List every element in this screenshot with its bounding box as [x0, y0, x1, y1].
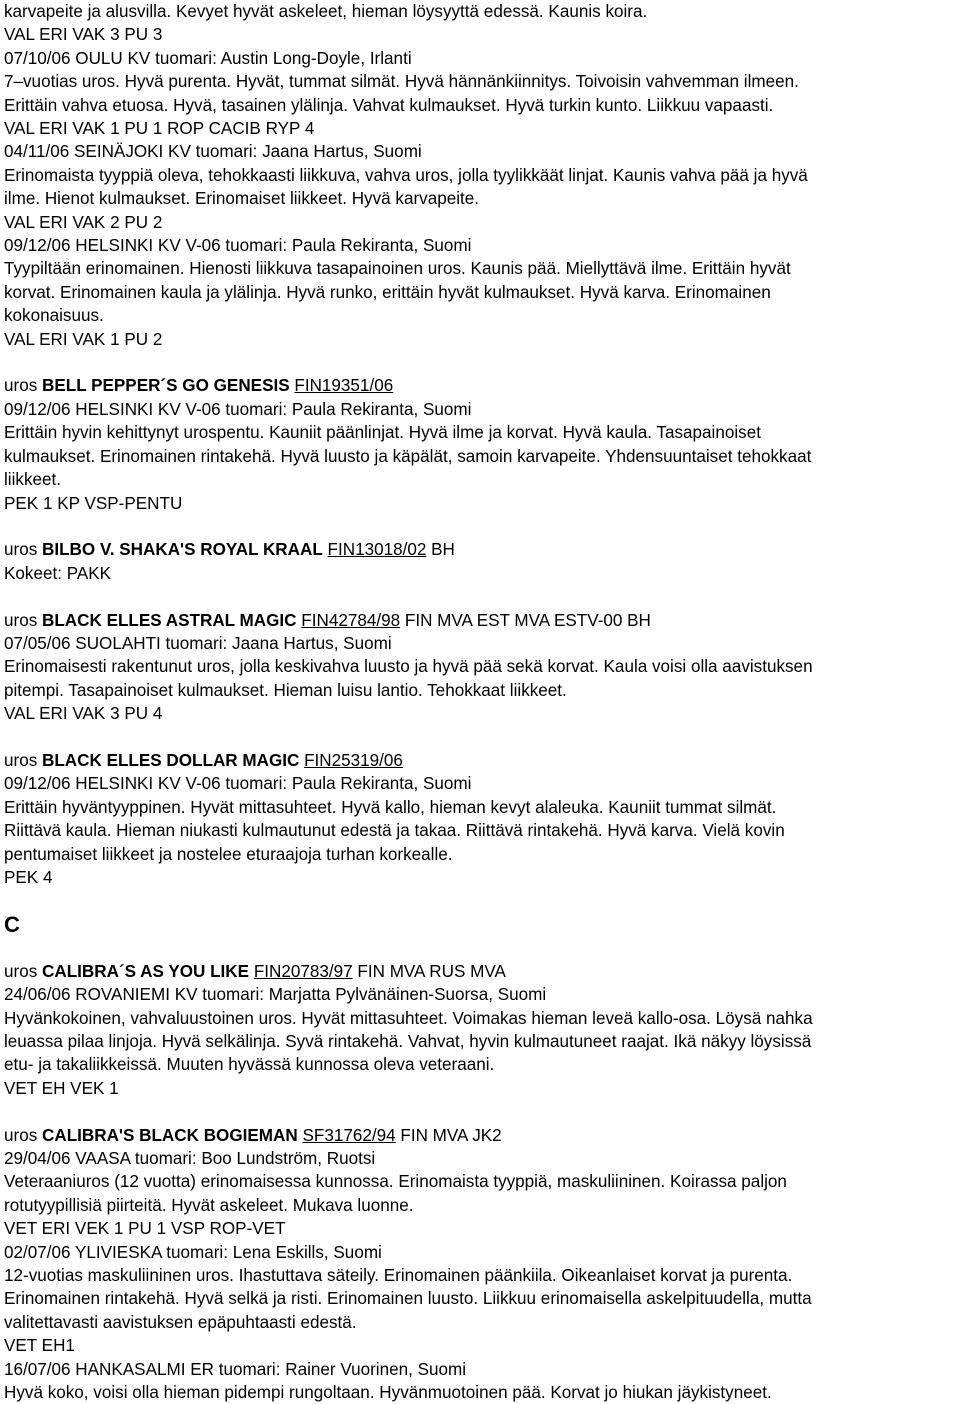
text-line: Tyypiltään erinomainen. Hienosti liikkuva tasapainoinen uros. Kaunis pää. Miellyttävä ilme. Erittäin hyvät: [4, 259, 791, 279]
text-line: ilme. Hienot kulmaukset. Erinomaiset liikkeet. Hyvä karvapeite.: [4, 189, 480, 209]
text-line: 12-vuotias maskuliininen uros. Ihastuttava säteily. Erinomainen päänkiila. Oikeanlaiset korvat ja purenta.: [4, 1266, 793, 1286]
text-line: 09/12/06 HELSINKI KV V-06 tuomari: Paula Rekiranta, Suomi: [4, 774, 472, 794]
spacer: [4, 936, 960, 959]
text-line: pitempi. Tasapainoiset kulmaukset. Hieman luisu lantio. Tehokkaat liikkeet.: [4, 680, 567, 700]
text-line: Hyvänkokoinen, vahvaluustoinen uros. Hyvät mittasuhteet. Voimakas hieman leveä kallo-osa. Löysä nahka: [4, 1008, 813, 1028]
text-line: etu- ja takaliikkeissä. Muuten hyvässä kunnossa oleva veteraani.: [4, 1055, 495, 1075]
text-line: 24/06/06 ROVANIEMI KV tuomari: Marjatta Pylvänäinen-Suorsa, Suomi: [4, 985, 547, 1005]
text-line: Hyvä koko, voisi olla hieman pidempi rungoltaan. Hyvänmuotoinen pää. Korvat jo hiukan jäykistyneet.: [4, 1383, 772, 1403]
text-line: 16/07/06 HANKASALMI ER tuomari: Rainer Vuorinen, Suomi: [4, 1359, 467, 1379]
dog-titles: BH: [426, 540, 455, 560]
text-line: Erinomaista tyyppiä oleva, tehokkaasti liikkuva, vahva uros, jolla tyylikkäät linjat. Kaunis vahva pää ja hyvä: [4, 165, 808, 185]
text-line: VAL ERI VAK 2 PU 2: [4, 212, 163, 232]
dog-heading: [4, 609, 960, 632]
dog-heading: [4, 538, 960, 561]
dog-heading: [4, 749, 960, 772]
text-line: valitettavasti aavistuksen epäpuhtaasti edestä.: [4, 1312, 357, 1332]
text-line: leuassa pilaa linjoja. Hyvä selkälinja. Syvä rintakehä. Vahvat, hyvin kulmautuneet raajat. Ikä näkyy löysissä: [4, 1031, 812, 1051]
text-line: kokonaisuus.: [4, 306, 104, 326]
text-line: Veteraaniuros (12 vuotta) erinomaisessa kunnossa. Erinomaista tyyppiä, maskuliininen. Koirassa paljon: [4, 1172, 787, 1192]
dog-sex: uros: [4, 540, 43, 560]
dog-name: BLACK ELLES DOLLAR MAGIC: [42, 750, 300, 770]
text-line: pentumaiset liikkeet ja nostelee eturaajoja turhan korkealle.: [4, 844, 453, 864]
section-letter: C: [4, 911, 20, 937]
registration-link[interactable]: FIN13018/02: [327, 540, 427, 560]
dog-titles: FIN MVA RUS MVA: [352, 961, 506, 981]
registration-link[interactable]: FIN42784/98: [301, 610, 401, 630]
text-line: Kokeet: PAKK: [4, 563, 112, 583]
spacer: [4, 515, 960, 538]
registration-link[interactable]: FIN19351/06: [294, 376, 394, 396]
dog-sex: uros: [4, 750, 43, 770]
entry-block-intro: [4, 0, 960, 351]
dog-name: CALIBRA'S BLACK BOGIEMAN: [42, 1125, 298, 1145]
text-line: VAL ERI VAK 1 PU 1 ROP CACIB RYP 4: [4, 119, 315, 139]
text-line: kulmaukset. Erinomainen rintakehä. Hyvä luusto ja käpälät, samoin karvapeite. Yhdensuuntaiset tehokkaat: [4, 446, 812, 466]
text-line: VAL ERI VAK 1 PU 2: [4, 329, 163, 349]
text-line: karvapeite ja alusvilla. Kevyet hyvät askeleet, hieman löysyyttä edessä. Kaunis koira.: [4, 2, 648, 21]
text-line: 02/07/06 YLIVIESKA tuomari: Lena Eskills, Suomi: [4, 1242, 382, 1262]
text-line: VAL ERI VAK 3 PU 3: [4, 25, 163, 45]
text-line: VET ERI VEK 1 PU 1 VSP ROP-VET: [4, 1219, 286, 1239]
text-line: Erittäin hyväntyyppinen. Hyvät mittasuhteet. Hyvä kallo, hieman kevyt alaleuka. Kauniit tummat silmät.: [4, 797, 777, 817]
dog-titles: FIN MVA JK2: [395, 1125, 502, 1145]
dog-name: BELL PEPPER´S GO GENESIS: [42, 376, 290, 396]
text-line: 07/05/06 SUOLAHTI tuomari: Jaana Hartus, Suomi: [4, 633, 392, 653]
dog-heading: [4, 1124, 960, 1147]
dog-heading: [4, 960, 960, 983]
registration-link[interactable]: FIN20783/97: [253, 961, 353, 981]
registration-link[interactable]: SF31762/94: [302, 1125, 396, 1145]
entry-block: [4, 772, 960, 889]
text-line: liikkeet.: [4, 470, 61, 490]
entry-block: [4, 562, 960, 585]
spacer: [4, 726, 960, 749]
dog-sex: uros: [4, 1125, 43, 1145]
text-line: korvat. Erinomainen kaula ja ylälinja. Hyvä runko, erittäin hyvät kulmaukset. Hyvä karva. Erinomainen: [4, 282, 771, 302]
spacer: [4, 585, 960, 608]
text-line: 04/11/06 SEINÄJOKI KV tuomari: Jaana Hartus, Suomi: [4, 142, 422, 162]
spacer: [4, 351, 960, 374]
spacer: [4, 1100, 960, 1123]
dog-sex: uros: [4, 376, 43, 396]
entry-block: [4, 1147, 960, 1404]
text-line: 07/10/06 OULU KV tuomari: Austin Long-Doyle, Irlanti: [4, 48, 412, 68]
registration-link[interactable]: FIN25319/06: [304, 750, 403, 770]
text-line: VET EH1: [4, 1336, 75, 1356]
text-line: Riittävä kaula. Hieman niukasti kulmautunut edestä ja takaa. Riittävä rintakehä. Hyvä karva. Vielä kovin: [4, 821, 785, 841]
dog-name: BILBO V. SHAKA'S ROYAL KRAAL: [42, 540, 323, 560]
text-line: 09/12/06 HELSINKI KV V-06 tuomari: Paula Rekiranta, Suomi: [4, 399, 472, 419]
dog-name: CALIBRA´S AS YOU LIKE: [42, 961, 250, 981]
text-line: Erinomainen rintakehä. Hyvä selkä ja risti. Erinomainen luusto. Liikkuu erinomaisella askelpituudella, mutta: [4, 1289, 812, 1309]
dog-heading: [4, 374, 960, 397]
text-line: PEK 1 KP VSP-PENTU: [4, 493, 183, 513]
text-line: VAL ERI VAK 3 PU 4: [4, 704, 163, 724]
text-line: PEK 4: [4, 867, 53, 887]
dog-sex: uros: [4, 610, 43, 630]
entry-block: [4, 632, 960, 726]
dog-titles: FIN MVA EST MVA ESTV-00 BH: [400, 610, 651, 630]
text-line: 09/12/06 HELSINKI KV V-06 tuomari: Paula Rekiranta, Suomi: [4, 236, 472, 256]
dog-sex: uros: [4, 961, 43, 981]
dog-name: BLACK ELLES ASTRAL MAGIC: [42, 610, 297, 630]
text-line: VET EH VEK 1: [4, 1078, 119, 1098]
text-line: 7–vuotias uros. Hyvä purenta. Hyvät, tummat silmät. Hyvä hännänkiinnitys. Toivoisin vahvemman ilmeen.: [4, 72, 799, 92]
text-line: 29/04/06 VAASA tuomari: Boo Lundström, Ruotsi: [4, 1149, 376, 1168]
entry-block: [4, 983, 960, 1100]
entry-block: [4, 398, 960, 515]
text-line: rotutyypillisiä piirteitä. Hyvät askeleet. Mukava luonne.: [4, 1195, 414, 1215]
text-line: Erittäin vahva etuosa. Hyvä, tasainen ylälinja. Vahvat kulmaukset. Hyvä turkin kunto. Liikkuu vapaasti.: [4, 95, 774, 115]
text-line: Erittäin hyvin kehittynyt urospentu. Kauniit päänlinjat. Hyvä ilme ja korvat. Hyvä kaula. Tasapainoiset: [4, 423, 761, 443]
text-line: Erinomaisesti rakentunut uros, jolla keskivahva luusto ja hyvä pää sekä korvat. Kaula voisi olla aavistuksen: [4, 657, 813, 677]
